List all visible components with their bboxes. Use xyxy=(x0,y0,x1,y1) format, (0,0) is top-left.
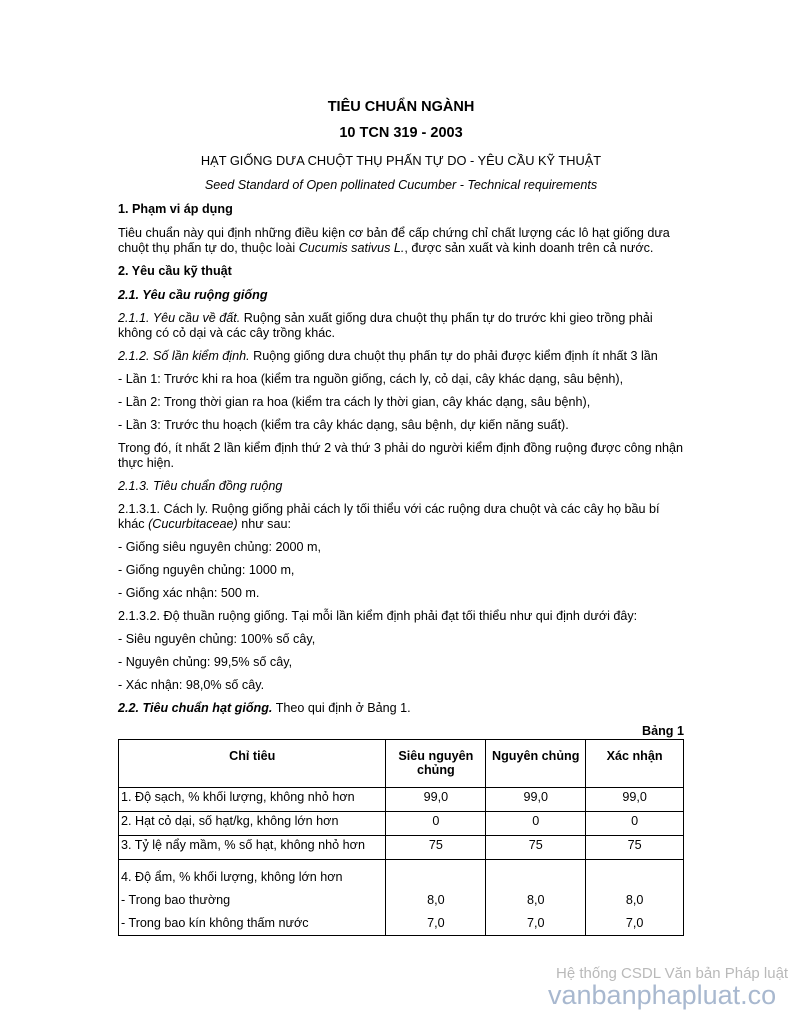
header-cell: Nguyên chủng xyxy=(486,740,586,788)
section-2-2 xyxy=(118,701,684,716)
inspection-2: - Lần 2: Trong thời gian ra hoa (kiểm tra cách ly thời gian, cây khác dạng, sâu bệnh), xyxy=(118,395,591,409)
inspection-1: - Lần 1: Trước khi ra hoa (kiểm tra nguồn giống, cách ly, cỏ dại, cây khác dạng, sâu bệnh), xyxy=(118,372,624,386)
table-cell: 0 xyxy=(586,812,684,836)
header-cell: Chỉ tiêu xyxy=(119,740,386,788)
table-cell: 99,0 xyxy=(486,788,586,812)
section-2-1-2 xyxy=(118,349,684,364)
table-header-row xyxy=(119,740,684,788)
table-cell: 99,0 xyxy=(586,788,684,812)
section-2-2-label: 2.2. Tiêu chuẩn hạt giống. xyxy=(118,701,273,715)
document-page xyxy=(118,100,684,936)
header-cell: Siêu nguyên chủng xyxy=(386,740,486,788)
isolation-item: - Giống xác nhận: 500 m. xyxy=(118,586,260,600)
table-row xyxy=(119,788,684,812)
moisture-label: 4. Độ ẩm, % khối lượng, không lớn hơn xyxy=(121,870,343,884)
table-row xyxy=(119,836,684,860)
moisture-value: 8,0 xyxy=(427,893,445,907)
table-cell xyxy=(486,860,586,936)
table-row-moisture xyxy=(119,860,684,936)
inspection-3: - Lần 3: Trước thu hoạch (kiểm tra cây khác dạng, sâu bệnh, dự kiến năng suất). xyxy=(118,418,569,432)
table-cell: 3. Tỷ lệ nẩy mầm, % số hạt, không nhỏ hơn xyxy=(119,836,386,860)
section-2-1-3-1-text: 2.1.3.1. Cách ly. Ruộng giống phải cách ly tối thiểu với các ruộng dưa chuột và các cây họ bầu bí khác xyxy=(118,502,660,531)
moisture-value: 8,0 xyxy=(625,893,644,907)
table-cell: 75 xyxy=(486,836,586,860)
table-cell: 2. Hạt cỏ dại, số hạt/kg, không lớn hơn xyxy=(119,812,386,836)
watermark-line-1: Hệ thống CSDL Văn bản Pháp luật xyxy=(556,965,789,982)
section-2-1-1 xyxy=(118,311,684,341)
seed-standard-table xyxy=(118,739,684,936)
section-2-1-heading: 2.1. Yêu cầu ruộng giống xyxy=(118,288,268,302)
doc-subtitle-vi: HẠT GIỐNG DƯA CHUỘT THỤ PHẤN TỰ DO - YÊU CẦU KỸ THUẬT xyxy=(200,153,602,168)
table-cell: 1. Độ sạch, % khối lượng, không nhỏ hơn xyxy=(119,788,386,812)
species-name: Cucumis sativus L. xyxy=(298,241,405,255)
moisture-value: 7,0 xyxy=(427,916,445,930)
moisture-value: 8,0 xyxy=(526,893,545,907)
table-cell: 75 xyxy=(586,836,684,860)
doc-subtitle-en: Seed Standard of Open pollinated Cucumber - Technical requirements xyxy=(204,178,598,192)
table-caption: Bảng 1 xyxy=(642,724,684,738)
inspection-note: Trong đó, ít nhất 2 lần kiểm định thứ 2 và thứ 3 phải do người kiểm định đồng ruộng được công nhận thực hiện. xyxy=(118,441,684,470)
doc-code: 10 TCN 319 - 2003 xyxy=(339,125,463,141)
purity-item: - Xác nhận: 98,0% số cây. xyxy=(118,678,265,692)
table-cell: 0 xyxy=(386,812,486,836)
table-cell xyxy=(119,860,386,936)
section-2-1-2-text: Ruộng giống dưa chuột thụ phấn tự do phải được kiểm định ít nhất 3 lần xyxy=(249,349,658,363)
isolation-item: - Giống nguyên chủng: 1000 m, xyxy=(118,563,295,577)
moisture-sub-2: - Trong bao kín không thấm nước xyxy=(121,916,309,930)
table-cell xyxy=(586,860,684,936)
moisture-sub-1: - Trong bao thường xyxy=(121,893,231,907)
section-2-1-3-1-tail: như sau: xyxy=(237,517,291,531)
isolation-item: - Giống siêu nguyên chủng: 2000 m, xyxy=(118,540,322,554)
section-2-1-1-label: 2.1.1. Yêu cầu về đất. xyxy=(118,311,241,325)
purity-item: - Siêu nguyên chủng: 100% số cây, xyxy=(118,632,316,646)
section-2-1-3-1 xyxy=(118,502,684,532)
doc-title: TIÊU CHUẨN NGÀNH xyxy=(327,99,475,115)
table-cell xyxy=(386,860,486,936)
section-2-1-1-text: Ruộng sản xuất giống dưa chuột thụ phấn tự do trước khi gieo trồng phải không có cỏ dại và các cây trồng khác. xyxy=(118,311,653,340)
section-2-1-2-label: 2.1.2. Số lần kiểm định. xyxy=(118,349,250,363)
table-row xyxy=(119,812,684,836)
table-cell: 99,0 xyxy=(386,788,486,812)
section-1-text-b: , được sản xuất và kinh doanh trên cả nước. xyxy=(404,241,654,255)
header-cell: Xác nhận xyxy=(586,740,684,788)
table-cell: 75 xyxy=(386,836,486,860)
section-2-2-text: Theo qui định ở Bảng 1. xyxy=(272,701,411,715)
section-1-text-a: Tiêu chuẩn này qui định những điều kiện cơ bản để cấp chứng chỉ chất lượng các lô hạt giống dưa chuột thụ phấn tự do, thuộc loài xyxy=(118,226,670,255)
moisture-value: 7,0 xyxy=(526,916,545,930)
section-1-text xyxy=(118,226,684,256)
section-2-1-3-heading: 2.1.3. Tiêu chuẩn đồng ruộng xyxy=(118,479,283,493)
family-name: (Cucurbitaceae) xyxy=(148,517,238,531)
section-1-heading: 1. Phạm vi áp dụng xyxy=(118,202,233,216)
moisture-value: 7,0 xyxy=(625,916,644,930)
section-2-1-3-2: 2.1.3.2. Độ thuần ruộng giống. Tại mỗi lần kiểm định phải đạt tối thiểu như qui định dưới đây: xyxy=(118,609,638,623)
purity-item: - Nguyên chủng: 99,5% số cây, xyxy=(118,655,293,669)
watermark-line-2: vanbanphapluat.co xyxy=(548,980,777,1010)
section-2-heading: 2. Yêu cầu kỹ thuật xyxy=(118,264,232,278)
table-cell: 0 xyxy=(486,812,586,836)
